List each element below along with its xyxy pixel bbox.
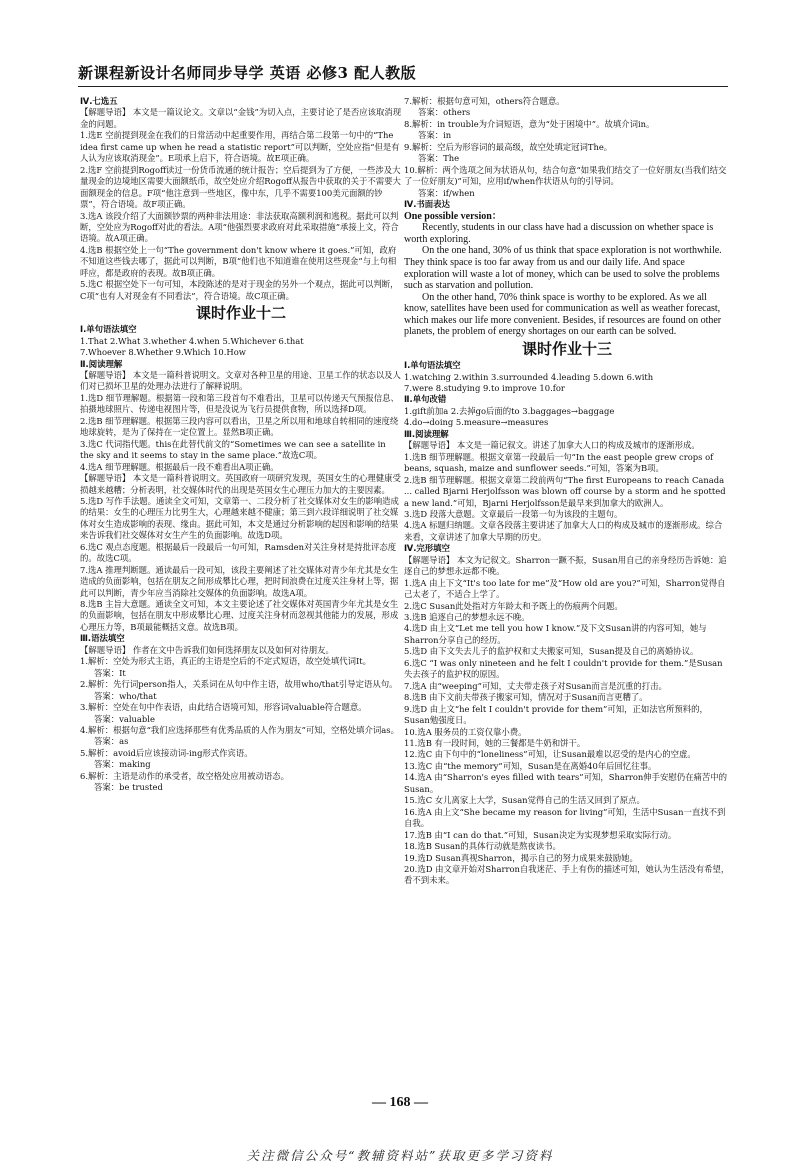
text-block: 8.选B 主旨大意题。通读全文可知，本文主要论述了社交媒体对英国青少年尤其是女生的负面影响，包括在朋友中形成攀比心理、过度关注身材而忽视其他能力的发展，形成心理压力等，B项最能概括文意。故选B项。 <box>80 599 399 632</box>
left-column <box>80 96 402 794</box>
text-block: 16.选A 由上文“She became my reason for living”可知，生活中Susan一直找不到自我。 <box>404 806 726 829</box>
answer-line: 答案：who/that <box>94 690 157 701</box>
text-block: 3.选D 段落大意题。文章最后一段第一句为该段的主题句。 <box>404 508 623 519</box>
text-block: 15.选C 女儿离家上大学，Susan觉得自己的生活又回到了原点。 <box>404 795 645 806</box>
text-block: 10.解析：两个选项之间为状语从句，结合句意“如果我们结交了一位好朋友(当我们结交了一位好朋友)”可知，应用if/when作状语从句的引导词。 <box>404 164 727 187</box>
text-block: 8.选B 由下文前夫带孩子搬家可知，情况对于Susan而言更糟了。 <box>404 692 648 703</box>
text-block: 2.选C Susan此处指对方年龄太和予既上的伤痕两个问题。 <box>404 600 623 611</box>
text-block: 11.选B 有一段时间，她的三餐都是牛奶和饼干。 <box>404 738 586 749</box>
text-block: 4.选A 标题归纳题。文章各段落主要讲述了加拿大人口的构成及城市的逐渐形成。综合来看，文章讲述了加拿大早期的历史。 <box>404 520 723 542</box>
text-block: 12.选C 由下句中的“loneliness”可知，让Susan最难以忍受的是内心的空虚。 <box>404 749 696 760</box>
text-block: 【解题导语】 作者在文中告诉我们如何选择朋友以及如何对待朋友。 <box>80 644 334 655</box>
text-block: 6.选C 观点态度题。根据最后一段最后一句可知，Ramsden对关注身材是持批评态度的。故选C项。 <box>80 541 397 564</box>
text-block: 3.解析：空处在句中作表语，由此结合语境可知，形容词valuable符合题意。 <box>80 702 367 713</box>
text-block: 【解题导语】 本文是一篇科普说明文。文章对各种卫星的用途、卫星工作的状态以及人们对已损坏卫星的处理办法进行了解释说明。 <box>80 369 401 392</box>
section-heading: Ⅲ.阅读理解 <box>404 428 449 439</box>
text-block: 3.选C 代词指代题。this在此替代前文的“Sometimes we can see a satellite in the sky and it seems to stay in the same place.”故选C项。 <box>80 438 386 461</box>
text-block: 9.解析：空后为形容词的最高级，故空处填定冠词The。 <box>404 141 613 152</box>
answer-line: 答案：be trusted <box>94 782 163 793</box>
answer-line: 答案：The <box>418 153 460 164</box>
section-heading: Ⅲ.语法填空 <box>80 633 125 644</box>
text-block: 4.do→doing 5.measure→measures <box>404 417 549 428</box>
right-column <box>404 96 730 887</box>
text-block: 5.解析：avoid后应该接动词-ing形式作宾语。 <box>80 747 253 758</box>
text-block: 2.解析：先行词person指人，关系词在从句中作主语，故用who/that引导定语从句。 <box>80 679 398 690</box>
essay-paragraph: Recently, students in our class have had a discussion on whether space is worth exploring. <box>404 222 714 245</box>
text-block: 20.选D 由文章开始对Sharron自我迷茫、手上有伤的描述可知，她认为生活没有希望，看不到未来。 <box>404 864 730 886</box>
footer-note: 关注微信公众号“教辅资料站”获取更多学习资料 <box>246 1148 554 1163</box>
text-block: 19.选D Susan真视Sharron，揭示自己的努力成果来鼓励她。 <box>404 852 638 863</box>
answer-line: 答案：as <box>94 736 129 747</box>
text-block: 18.选B Susan的具体行动就是熬夜读书。 <box>404 841 561 852</box>
text-block: 2.选F 空前提到Rogoff读过一份货币流通的统计报告；空后提到为了方便，一些涉及大量现金的边境地区需要大面额纸币，故空处应介绍Rogoff从报告中获取的关于不需要大面额现金的信息。F项“他注意到一些地区，像中东，几乎不需要100美元面额的钞票”，符合语境。故F项正确。 <box>80 164 401 210</box>
text-block: 6.解析：主语是动作的承受者，故空格处应用被动语态。 <box>80 770 289 781</box>
running-header: 新课程新设计名师同步导学 英语 必修3 配人教版 <box>78 64 417 82</box>
text-block: 8.解析：in trouble为介词短语，意为“处于困境中”。故填介词in。 <box>404 118 655 129</box>
answer-line: 答案：others <box>418 107 471 118</box>
text-block: 1.选D 细节理解题。根据第一段和第三段首句不难看出，卫星可以传递天气预报信息、拍摄地球照片、传递电视图片等，但是没说为飞行员提供食物，所以选择D项。 <box>80 392 399 415</box>
text-block: 1.That 2.What 3.whether 4.when 5.Whichever 6.that <box>80 335 304 346</box>
answer-line: 答案：if/when <box>418 187 475 198</box>
answer-line: 答案：in <box>418 130 452 141</box>
text-block: 17.选B 由“I can do that.”可知，Susan决定为实现梦想采取实际行动。 <box>404 829 677 840</box>
text-block: 【解题导语】 本文为记叙文。Sharron一蹶不振，Susan用自己的亲身经历告诉她：追逐自己的梦想永远都不晚。 <box>404 554 727 577</box>
section-heading: Ⅳ.七选五 <box>80 96 118 106</box>
text-block: 4.选A 细节理解题。根据最后一段不难看出A项正确。 <box>80 461 279 472</box>
text-block: 1.watching 2.within 3.surrounded 4.leading 5.down 6.with <box>404 371 654 382</box>
text-block: 13.选C 由“the memory”可知，Susan是在离婚40年后回忆往事。 <box>404 760 657 771</box>
header-rule <box>78 86 728 87</box>
essay-paragraph: On the other hand, 70% think space is worthy to be explored. As we all know, satellites have been used for communication as well as weather forecast, which makes our life more convenient. Besides, if resources are found on other planets, the problem of energy shortages on our earth can be solved. <box>404 291 722 338</box>
text-block: 4.选D 由上文“Let me tell you how I know.”及下文Susan讲的内容可知，她与Sharron分享自己的经历。 <box>404 623 707 645</box>
section-heading: Ⅰ.单句语法填空 <box>404 360 461 371</box>
answer-line: 答案：making <box>94 759 151 770</box>
answer-line: 答案：It <box>94 667 126 678</box>
section-heading: Ⅳ.书面表达 <box>404 199 450 210</box>
essay-paragraph: On the one hand, 30% of us think that space exploration is not worthwhile. They think space is too far away from us and our daily life. And space exploration will waste a lot of money, which can be used to solve the problems such as starvation and pollution. <box>404 245 722 292</box>
text-block: 【解题导语】 本文是一篇记叙文。讲述了加拿大人口的构成及城市的逐渐形成。 <box>404 440 700 451</box>
text-block: 2.选B 细节理解题。根据文章第二段前两句“The first Europeans to reach Canada ... called Bjarni Herjolfsson was blown off course by a storm and he spotted a new land.”可知，Bjarni Herjolfsson是最早来到加拿大的欧洲人。 <box>404 474 726 508</box>
text-block: 5.选D 写作手法题。通读全文可知，文章第一、二段分析了社交媒体对女生的影响造成的结果：女生的心理压力比男生大，心理越来越不健康；第三到六段详细说明了社交媒体对女生造成影响的表现、缘由。据此可知，本文是通过分析影响的起因和影响的结果来告诉我们社交媒体对女生产生的负面影响。故选D项。 <box>80 495 399 541</box>
section-heading: Ⅱ.单句改错 <box>404 394 447 405</box>
text-block: 1.选A 由上下文“It's too late for me”及“How old are you?”可知，Sharron觉得自己太老了，不适合上学了。 <box>404 577 726 600</box>
text-block: 1.gift前加a 2.去掉go后面的to 3.baggages→baggage <box>404 405 615 416</box>
text-block: 7.解析：根据句意可知，others符合题意。 <box>404 96 565 106</box>
section-heading: Ⅱ.阅读理解 <box>80 358 123 369</box>
text-block: 4.解析：根据句意“我们应选择那些有优秀品质的人作为朋友”可知，空格处填介词as。 <box>80 725 399 736</box>
text-block: 3.选A 该段介绍了大面额钞票的两种非法用途：非法获取高额利润和逃税。据此可以判断，空处应为Rogoff对此的看法。A项“他强烈要求政府对此采取措施”承接上文，符合语境。故A项正确。 <box>80 210 399 244</box>
text-block: 1.选E 空前提到现金在我们的日常活动中起重要作用，再结合第二段第一句中的“The idea first came up when he read a statistic report”可以判断，空处应指“但是有人认为应该取消现金”。E项承上启下，符合语境。故E项正确。 <box>80 130 400 164</box>
lesson-title: 课时作业十三 <box>521 340 612 359</box>
text-block: 9.选D 由上文“he felt I couldn't provide for them”可知，正如法官所预料的，Susan勉强度日。 <box>404 703 708 726</box>
text-block: 7.选A 推理判断题。通读最后一段可知，该段主要阐述了社交媒体对青少年尤其是女生造成的负面影响，包括在朋友之间形成攀比心理，把时间浪费在过度关注身材上等，据此可以判断，青少年应当消除社交媒体的负面影响。故选A项。 <box>80 564 399 598</box>
section-heading: Ⅰ.单句语法填空 <box>80 324 137 335</box>
text-block: 2.选B 细节理解题。根据第三段内容可以看出，卫星之所以用和地球自转相同的速度绕地球旋转，是为了保持在一定位置上。显然B项正确。 <box>80 415 399 438</box>
text-block: 14.选A 由“Sharron's eyes filled with tears”可知，Sharron伸手安慰仍在痛苦中的Susan。 <box>404 772 728 794</box>
answer-line: 答案：valuable <box>94 713 155 724</box>
text-block: 4.选B 根据空处上一句“The government don't know where it goes.”可知，政府不知道这些钱去哪了，据此可以判断，B项“他们也不知道谁在使用这些现金”与上句相呼应，都是政府的表现。故B项正确。 <box>80 244 397 278</box>
essay-label: One possible version： <box>404 210 502 222</box>
text-block: 6.选C “I was only nineteen and he felt I couldn't provide for them.”是Susan失去孩子的监护权的原因。 <box>404 657 723 680</box>
text-block: 【解题导语】 本文是一篇议论文。文章以“金钱”为切入点，主要讨论了是否应该取消现金的问题。 <box>80 107 402 129</box>
text-block: 1.解析：空处为形式主语，真正的主语是空后的不定式短语，故空处填代词It。 <box>80 656 372 667</box>
text-block: 【解题导语】 本文是一篇科普说明文。英国政府一项研究发现，英国女生的心理健康受损越来越糟；分析表明，社交媒体时代的出现是英国女生心理压力加大的主要因素。 <box>80 473 401 495</box>
page-number: — 168 — <box>372 1095 428 1110</box>
lesson-title: 课时作业十二 <box>195 304 286 323</box>
text-block: 3.选B 追逐自己的梦想永远不晚。 <box>404 612 530 623</box>
text-block: 1.选B 细节理解题。根据文章第一段最后一句“In the east people grew crops of beans, squash, maize and sunflower seeds.”可知，答案为B项。 <box>404 451 714 474</box>
text-block: 7.选A 由“weeping”可知，丈夫带走孩子对Susan而言是沉重的打击。 <box>404 680 667 691</box>
text-block: 5.选C 根据空处下一句可知，本段陈述的是对于现金的另外一个观点，据此可以判断，C项“也有人对现金有不同看法”，符合语境。故C项正确。 <box>80 279 399 301</box>
text-block: 5.选D 由下文失去儿子的监护权和丈夫搬家可知，Susan提及自己的离婚协议。 <box>404 646 699 657</box>
section-heading: Ⅳ.完形填空 <box>404 543 450 554</box>
text-block: 7.Whoever 8.Whether 9.Which 10.How <box>80 347 246 358</box>
text-block: 10.选A 服务员的工资仅靠小费。 <box>404 726 527 737</box>
text-block: 7.were 8.studying 9.to improve 10.for <box>404 382 565 393</box>
